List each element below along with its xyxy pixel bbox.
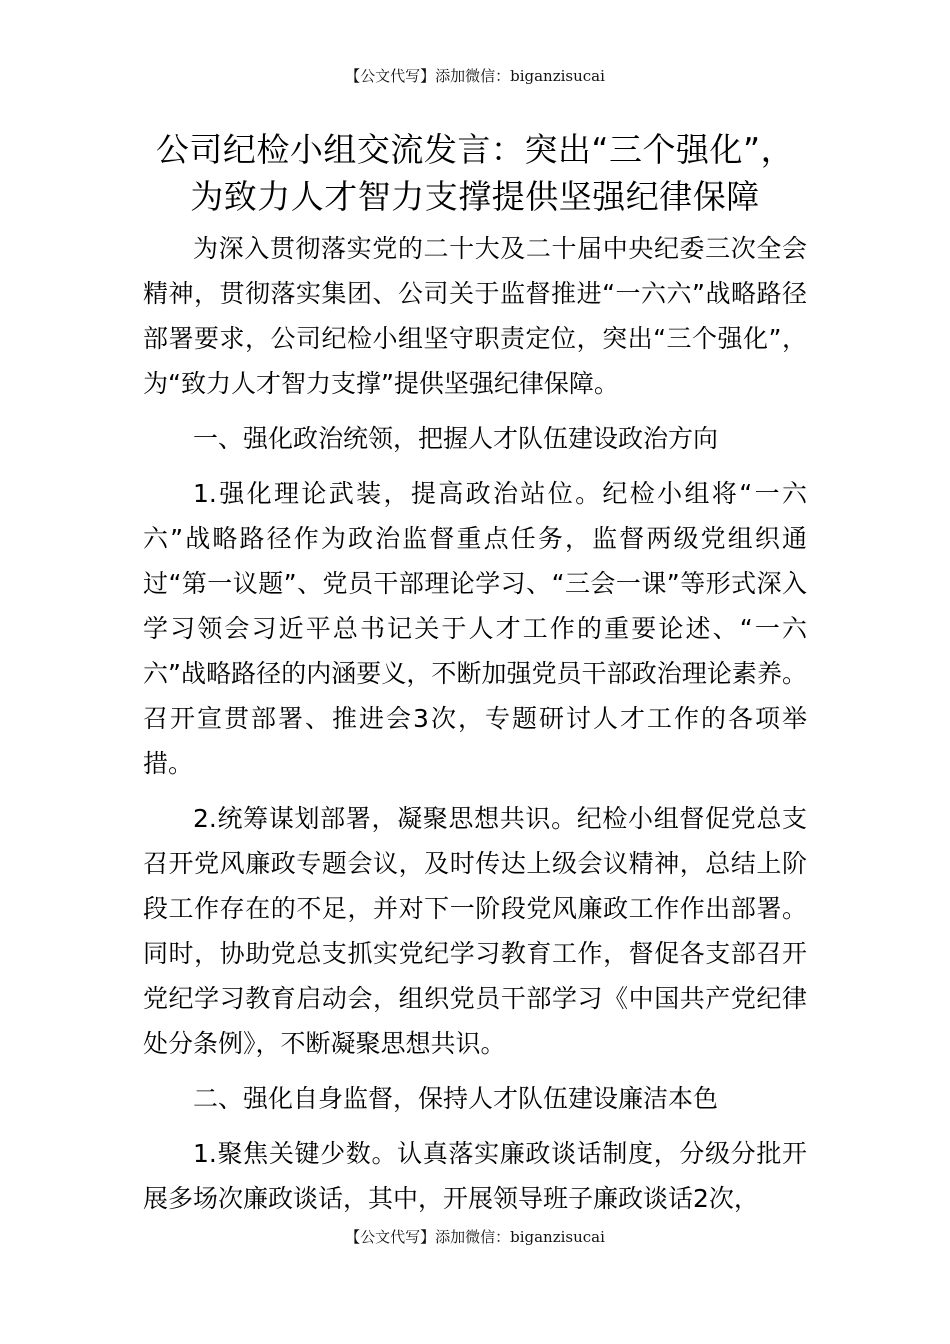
header-note: 【公文代写】添加微信：biganzisucai [345,67,605,85]
paragraph-1-1: 1.强化理论武装，提高政治站位。纪检小组将“一六六”战略路径作为政治监督重点任务，监督两级党组织通过“第一议题”、党员干部理论学习、“三会一课”等形式深入学习领会习近平总书记关于人才工作的重要论述、“一六六”战略路径的内涵要义，不断加强党员干部政治理论素养。召开宣贯部署、推进会3次，专题研讨人才工作的各项举措。 [143,479,807,778]
footer-note: 【公文代写】添加微信：biganzisucai [345,1228,605,1246]
paragraph-2-1: 1.聚焦关键少数。认真落实廉政谈话制度，分级分批开展多场次廉政谈话，其中，开展领导班子廉政谈话2次， [143,1139,807,1213]
paragraph-1-2: 2.统筹谋划部署，凝聚思想共识。纪检小组督促党总支召开党风廉政专题会议，及时传达上级会议精神，总结上阶段工作存在的不足，并对下一阶段党风廉政工作作出部署。同时，协助党总支抓实党纪学习教育工作，督促各支部召开党纪学习教育启动会，组织党员干部学习《中国共产党纪律处分条例》，不断凝聚思想共识。 [143,804,807,1058]
title-line-1: 公司纪检小组交流发言：突出“三个强化”， [155,130,795,169]
document-body [143,226,807,1221]
title-line-2: 为致力人才智力支撑提供坚强纪律保障 [190,177,760,216]
intro-paragraph: 为深入贯彻落实党的二十大及二十届中央纪委三次全会精神，贯彻落实集团、公司关于监督推进“一六六”战略路径部署要求，公司纪检小组坚守职责定位，突出“三个强化”，为“致力人才智力支撑”提供坚强纪律保障。 [143,234,807,398]
document-title [140,126,810,220]
section-heading-2: 二、强化自身监督，保持人才队伍建设廉洁本色 [193,1084,719,1113]
section-heading-1: 一、强化政治统领，把握人才队伍建设政治方向 [193,424,719,453]
